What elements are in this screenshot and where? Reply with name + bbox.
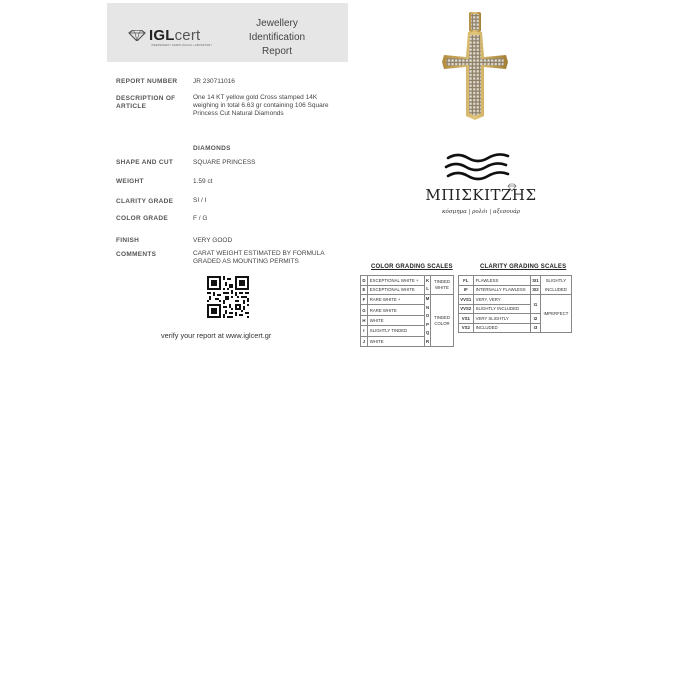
scale-desc: IMPERFECT	[540, 295, 571, 333]
scale-desc-line: INCLUDED	[544, 287, 567, 292]
finish-label: FINISH	[116, 237, 140, 244]
scale-desc: SLIGHTLY INCLUDED	[473, 304, 530, 314]
report-title-line: Report	[261, 46, 292, 57]
scale-code: I3	[531, 323, 541, 333]
scale-code: I2	[531, 314, 541, 324]
table-row	[361, 276, 454, 286]
report-title-line: Jewellery	[256, 18, 298, 29]
scale-code: G	[361, 305, 368, 315]
scale-desc	[540, 276, 571, 295]
logo-text	[149, 27, 200, 44]
clarity-scale-table	[458, 275, 572, 333]
weight-label: WEIGHT	[116, 178, 144, 185]
scale-code: D	[361, 276, 368, 286]
logo-tagline: INDEPENDENT GEMOLOGICAL LABORATORY	[151, 44, 213, 47]
scale-code: VS2	[459, 323, 474, 333]
scale-code: SI1	[531, 276, 541, 286]
store-subtitle: κόσμημα | ρολόι | αξεσουάρ	[441, 209, 521, 215]
comments-value: CARAT WEIGHT ESTIMATED BY FORMULA GRADED AS MOUNTING PERMITS	[193, 250, 325, 265]
shape-value: SQUARE PRINCESS	[193, 159, 256, 166]
shape-label: SHAPE AND CUT	[116, 159, 174, 166]
scale-code: SI2	[531, 285, 541, 295]
scale-desc: EXCEPTIONAL WHITE	[367, 285, 424, 295]
scale-letters: M N O P Q R	[425, 295, 431, 347]
report-number-label: REPORT NUMBER	[116, 78, 178, 85]
table-row	[361, 295, 454, 305]
scale-code: IF	[459, 285, 474, 295]
scale-desc-line: SLIGHTLY	[545, 278, 567, 283]
scale-desc: WHITE	[367, 315, 424, 325]
scale-code: VVS1	[459, 295, 474, 305]
scale-desc: VERY, VERY	[473, 295, 530, 305]
cross-pendant-image	[440, 12, 510, 122]
clarity-value: SI / I	[193, 197, 207, 204]
scale-desc: VERY SLIGHTLY	[473, 314, 530, 324]
scale-desc: EXCEPTIONAL WHITE +	[367, 276, 424, 286]
color-scale-title: COLOR GRADING SCALES	[371, 264, 453, 270]
scale-code: F	[361, 295, 368, 305]
scale-code: VS1	[459, 314, 474, 324]
waves-icon	[446, 154, 508, 179]
scale-code: H	[361, 315, 368, 325]
report-header	[107, 3, 348, 62]
description-value: One 14 KT yellow gold Cross stamped 14K weighing in total 6.63 gr containing 106 Square Princess Cut Natural Diamonds	[193, 94, 329, 117]
scale-code: J	[361, 336, 368, 346]
store-name: ΜΠΙΣΚΙΤΖΗΣ	[425, 186, 537, 204]
scale-desc: INCLUDED	[473, 323, 530, 333]
diamonds-heading: DIAMONDS	[193, 145, 231, 152]
scale-code: I1	[531, 295, 541, 314]
weight-value: 1.59 ct	[193, 178, 213, 185]
scale-desc: TINDED WHITE	[431, 276, 454, 295]
report-title	[227, 17, 327, 59]
scale-desc: FLAWLESS	[473, 276, 530, 286]
scale-desc: TINDED COLOR	[431, 295, 454, 347]
scale-desc: WHITE	[367, 336, 424, 346]
clarity-scale-title: CLARITY GRADING SCALES	[480, 264, 567, 270]
scale-desc: INTERNALLY FLAWLESS	[473, 285, 530, 295]
logo-brand: IGL	[149, 27, 175, 44]
color-scale-table	[360, 275, 454, 347]
scale-desc: RARE WHITE	[367, 305, 424, 315]
table-row	[459, 276, 572, 286]
logo-cert: cert	[174, 27, 201, 44]
scale-code: FL	[459, 276, 474, 286]
scale-code: VVS2	[459, 304, 474, 314]
scale-desc: RARE WHITE +	[367, 295, 424, 305]
scale-desc: SLIGHTLY TINDED	[367, 326, 424, 336]
iglcert-logo	[127, 27, 213, 47]
report-title-line: Identification	[248, 32, 306, 43]
finish-value: VERY GOOD	[193, 237, 233, 244]
description-label: DESCRIPTION OF ARTICLE	[116, 95, 176, 110]
verify-link[interactable]: verify your report at www.iglcert.gr	[161, 331, 272, 340]
qr-code[interactable]	[207, 276, 249, 318]
report-number-value: JR 230711016	[193, 78, 235, 85]
table-row	[459, 295, 572, 305]
comments-label: COMMENTS	[116, 251, 157, 258]
scale-letters: K L	[425, 276, 431, 295]
diamond-icon	[127, 30, 147, 41]
scale-code: I	[361, 326, 368, 336]
color-value: F / G	[193, 215, 208, 222]
clarity-label: CLARITY GRADE	[116, 198, 174, 205]
color-label: COLOR GRADE	[116, 215, 169, 222]
scale-code: E	[361, 285, 368, 295]
